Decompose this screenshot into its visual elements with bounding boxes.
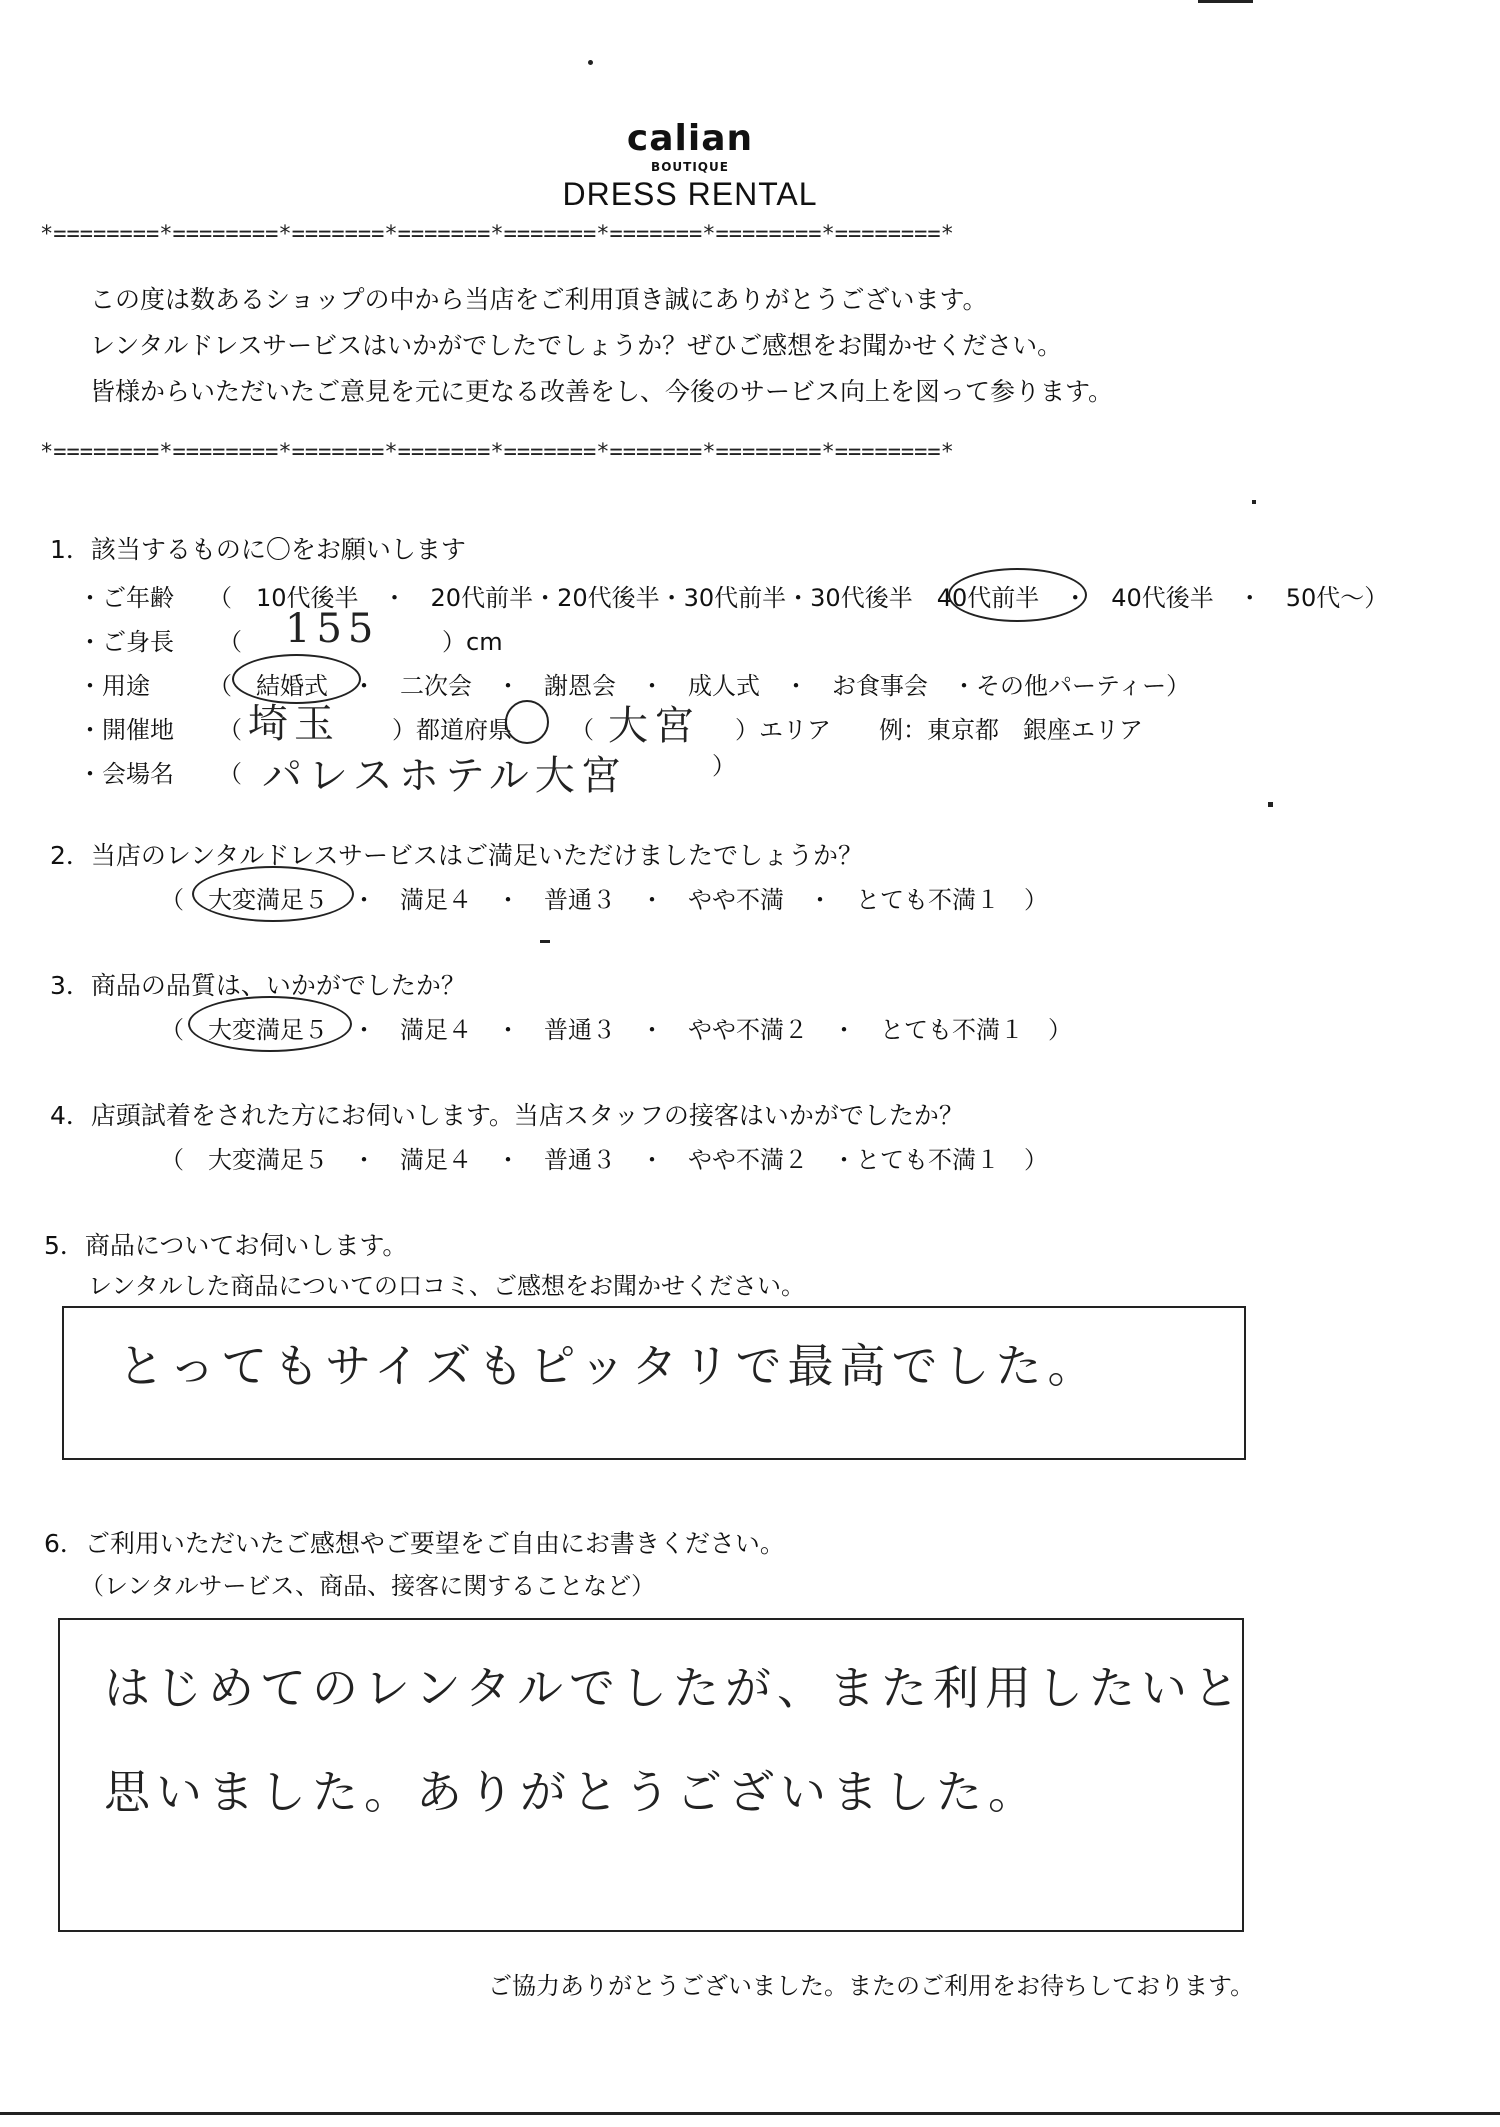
question-5-title: 5．商品についてお伺いします。 [44, 1231, 408, 1260]
q2-selection-circle [192, 866, 354, 922]
prefecture-value: 埼玉 [248, 701, 340, 747]
prefecture-type-circle [505, 700, 549, 744]
question-2-title: 2．当店のレンタルドレスサービスはご満足いただけましたでしょうか？ [50, 841, 864, 870]
question-2-options: （ 大変満足５ ・ 満足４ ・ 普通３ ・ やや不満 ・ とても不満１ ） [160, 886, 1048, 914]
question-6-title: 6．ご利用いただいたご感想やご要望をご自由にお書きください。 [44, 1529, 785, 1558]
q3-selection-circle [188, 996, 352, 1052]
height-label: ・ご身長 [78, 628, 174, 656]
brand-logo: calian [626, 118, 754, 159]
question-6-subtitle: （レンタルサービス、商品、接客に関することなど） [80, 1572, 656, 1600]
question-3-options: （ 大変満足５ ・ 満足４ ・ 普通３ ・ やや不満２ ・ とても不満１ ） [160, 1016, 1072, 1044]
height-value: 155 [285, 606, 380, 652]
height-open: （ [218, 628, 242, 656]
age-label: ・ご年齢 [78, 584, 174, 612]
place-label: ・会場名 [78, 760, 174, 788]
question-3-title: 3．商品の品質は、いかがでしたか？ [50, 971, 466, 1000]
area-value: 大宮 [608, 703, 700, 749]
prefecture-open: （ [218, 716, 242, 744]
page-title: DRESS RENTAL [562, 176, 818, 212]
question-5-subtitle: レンタルした商品についての口コミ、ご感想をお聞かせください。 [88, 1272, 805, 1300]
area-open: （ [570, 716, 594, 744]
question-4-options: （ 大変満足５ ・ 満足４ ・ 普通３ ・ やや不満２ ・とても不満１ ） [160, 1146, 1048, 1174]
divider-bottom: *========*========*=======*=======*=======*=======*========*========* [40, 440, 954, 465]
prefecture-suffix: ）都道府県 [392, 716, 512, 744]
intro-line-1: この度は数あるショップの中から当店をご利用頂き誠にありがとうございます。 [90, 285, 988, 314]
intro-line-2: レンタルドレスサービスはいかがでしたでしょうか？ぜひご感想をお聞かせください。 [90, 331, 1063, 360]
bottom-rule [0, 2112, 1500, 2115]
area-suffix: ）エリア 例：東京都 銀座エリア [735, 716, 1143, 744]
purpose-label: ・用途 [78, 672, 150, 700]
divider-top: *========*========*=======*=======*=======*=======*========*========* [40, 222, 954, 247]
age-options: （ 10代後半 ・ 20代前半・20代後半・30代前半・30代後半 40代前半 ・ 40代後半 ・ 50代～） [208, 584, 1389, 612]
purpose-options: （ 結婚式 ・ 二次会 ・ 謝恩会 ・ 成人式 ・ お食事会 ・その他パーティー） [208, 672, 1191, 700]
intro-line-3: 皆様からいただいたご意見を元に更なる改善をし、今後のサービス向上を図って参ります。 [90, 377, 1114, 406]
sub-brand: BOUTIQUE [651, 160, 729, 174]
place-open: （ [218, 760, 242, 788]
question-5-answer: とってもサイズもピッタリで最高でした。 [118, 1339, 1100, 1393]
place-close: ） [712, 752, 736, 780]
venue-label: ・開催地 [78, 716, 174, 744]
question-1-title: 1．該当するものに〇をお願いします [50, 535, 466, 564]
scan-speck [1252, 500, 1256, 504]
scan-speck [1268, 802, 1273, 807]
footer-thanks: ご協力ありがとうございました。またのご利用をお待ちしております。 [488, 1972, 1255, 2000]
scan-speck [1198, 0, 1253, 3]
scan-speck [540, 940, 550, 943]
age-selection-circle [948, 568, 1087, 622]
place-value: パレスホテル大宮 [262, 753, 627, 799]
question-4-title: 4．店頭試着をされた方にお伺いします。当店スタッフの接客はいかがでしたか？ [50, 1101, 964, 1130]
scan-speck [588, 60, 593, 65]
question-6-answer-line-2: 思いました。ありがとうございました。 [104, 1765, 1040, 1819]
question-6-answer-line-1: はじめてのレンタルでしたが、また利用したいと [104, 1661, 1246, 1715]
height-close: ）cm [442, 628, 503, 656]
